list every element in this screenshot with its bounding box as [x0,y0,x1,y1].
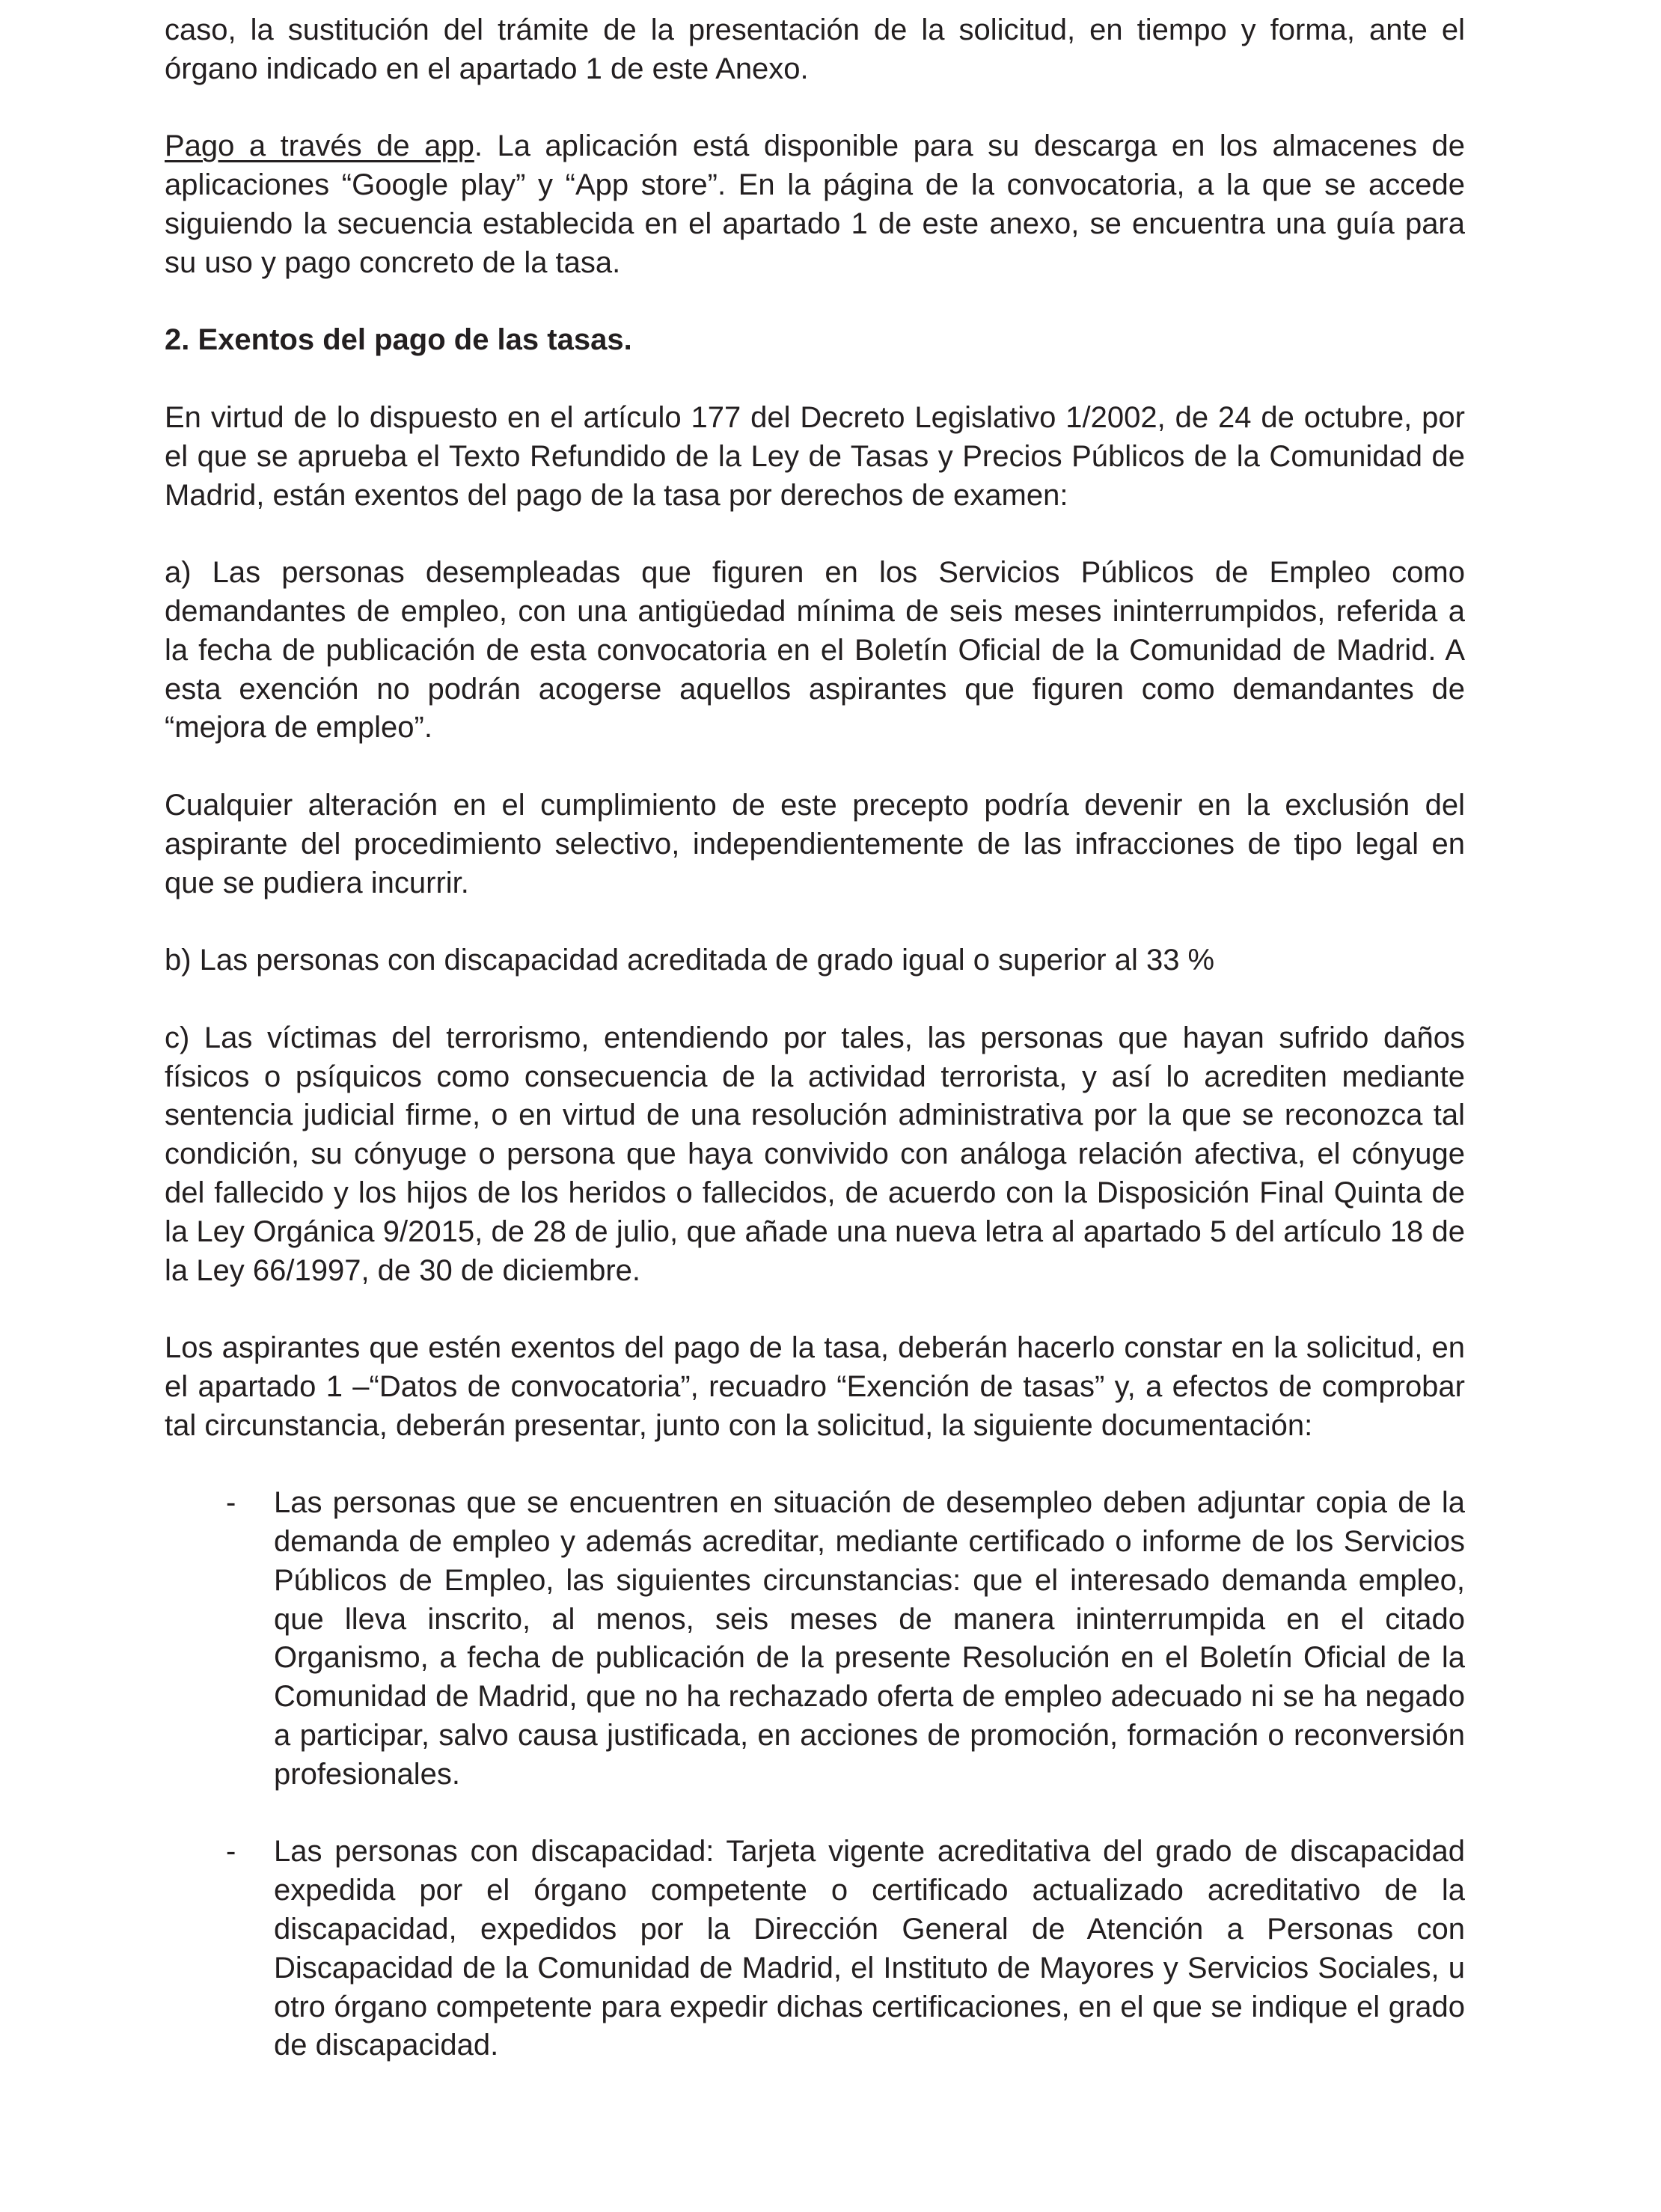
list-item-text: Las personas que se encuentren en situación de desempleo deben adjuntar copia de la demanda de empleo y además acreditar, mediante certificado o informe de los Servicios Públicos de Empleo, las siguientes circunstancias: que el interesado demanda empleo, que lleva inscrito, al menos, seis meses de manera ininterrumpida en el citado Organismo, a fecha de publicación de la presente Resolución en el Boletín Oficial de la Comunidad de Madrid, que no ha rechazado oferta de empleo adecuado ni se ha negado a participar, salvo causa justificada, en acciones de promoción, formación o reconversión profesionales. [274,1486,1465,1791]
paragraph-decreto: En virtud de lo dispuesto en el artículo 177 del Decreto Legislativo 1/2002, de 24 de octubre, por el que se aprueba el Texto Refundido de la Ley de Tasas y Precios Públicos de la Comunidad de Madrid, están exentos del pago de la tasa por derechos de examen: [165,400,1465,512]
bullet-dash: - [226,1486,236,1520]
document-page [165,11,1465,2104]
section-heading: 2. Exentos del pago de las tasas. [165,323,632,357]
documentation-list [165,1484,1465,2065]
list-item [165,1484,1465,1794]
paragraph-aspirantes: Los aspirantes que estén exentos del pago de la tasa, deberán hacerlo constar en la solicitud, en el apartado 1 –“Datos de convocatoria”, recuadro “Exención de tasas” y, a efectos de comprobar tal circunstancia, deberán presentar, junto con la solicitud, la siguiente documentación: [165,1331,1465,1442]
paragraph-item-a: a) Las personas desempleadas que figuren en los Servicios Públicos de Empleo como demandantes de empleo, con una antigüedad mínima de seis meses ininterrumpidos, referida a la fecha de publicación de esta convocatoria en el Boletín Oficial de la Comunidad de Madrid. A esta exención no podrán acogerse aquellos aspirantes que figuren como demandantes de “mejora de empleo”. [165,556,1465,745]
bullet-dash: - [226,1835,236,1869]
paragraph-item-c: c) Las víctimas del terrorismo, entendiendo por tales, las personas que hayan sufrido daños físicos o psíquicos como consecuencia de la actividad terrorista, y así lo acrediten mediante sentencia judicial firme, o en virtud de una resolución administrativa por la que se reconozca tal condición, su cónyuge o persona que haya convivido con análoga relación afectiva, el cónyuge del fallecido y los hijos de los heridos o fallecidos, de acuerdo con la Disposición Final Quinta de la Ley Orgánica 9/2015, de 28 de julio, que añade una nueva letra al apartado 5 del artículo 18 de la Ley 66/1997, de 30 de diciembre. [165,1021,1465,1287]
paragraph-app-payment [165,127,1465,282]
paragraph-alteracion: Cualquier alteración en el cumplimiento de este precepto podría devenir en la exclusión del aspirante del procedimiento selectivo, independientemente de las infracciones de tipo legal en que se pudiera incurrir. [165,788,1465,899]
list-item-text: Las personas con discapacidad: Tarjeta vigente acreditativa del grado de discapacidad expedida por el órgano competente o certificado actualizado acreditativo de la discapacidad, expedidos por la Dirección General de Atención a Personas con Discapacidad de la Comunidad de Madrid, el Instituto de Mayores y Servicios Sociales, u otro órgano competente para expedir dichas certificaciones, en el que se indique el grado de discapacidad. [274,1835,1465,2062]
paragraph-item-b: b) Las personas con discapacidad acreditada de grado igual o superior al 33 % [165,944,1215,977]
app-payment-text: . La aplicación está disponible para su descarga en los almacenes de aplicaciones “Google play” y “App store”. En la página de la convocatoria, a la que se accede siguiendo la secuencia establecida en el apartado 1 de este anexo, se encuentra una guía para su uso y pago concreto de la tasa. [165,129,1465,279]
paragraph-intro: caso, la sustitución del trámite de la presentación de la solicitud, en tiempo y forma, ante el órgano indicado en el apartado 1 de este Anexo. [165,13,1465,85]
list-item [165,1833,1465,2065]
app-payment-label: Pago a través de app [165,129,474,163]
